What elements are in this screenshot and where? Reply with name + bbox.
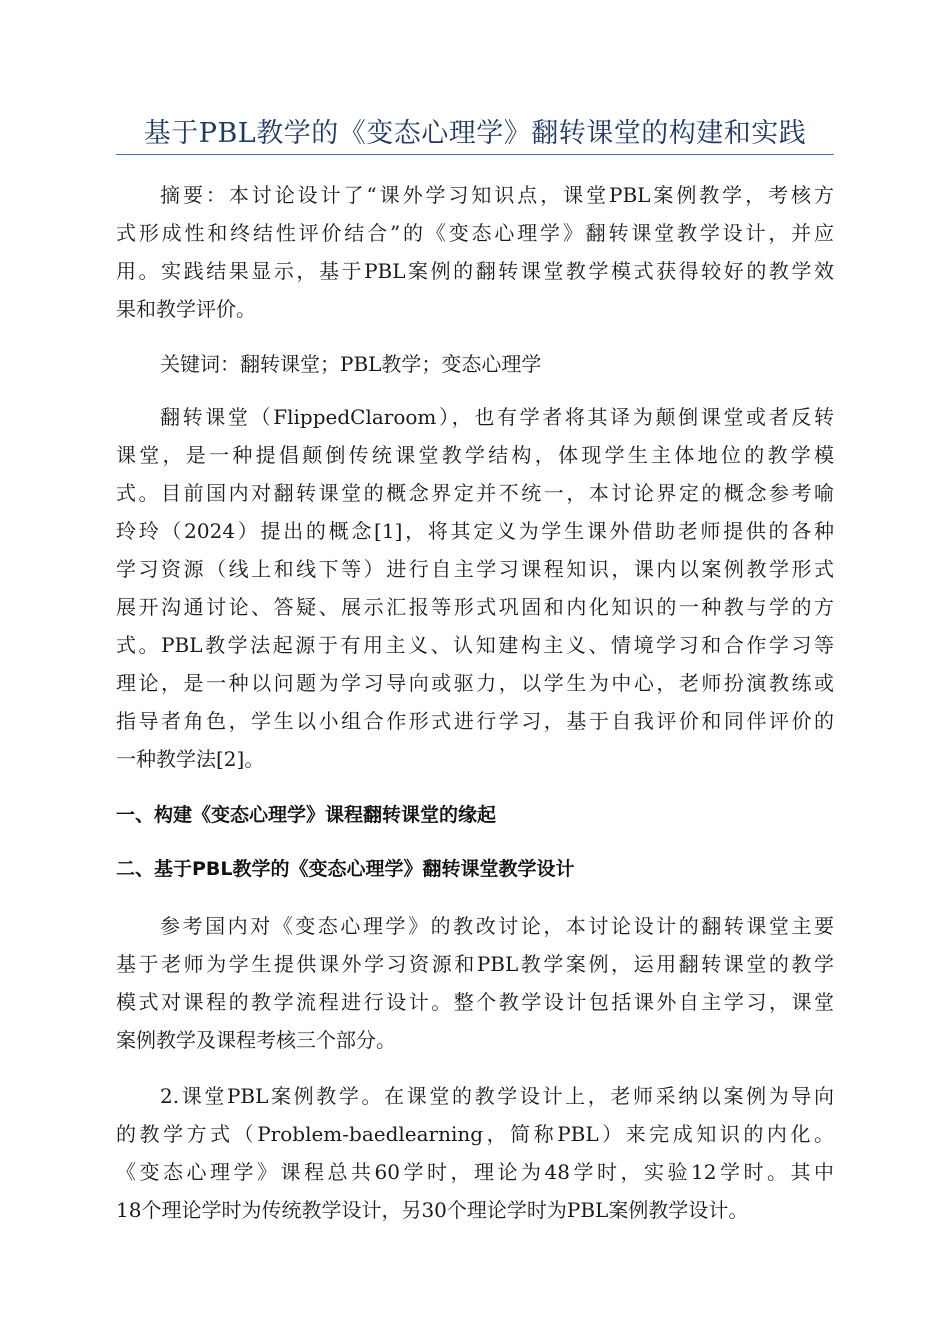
abstract-line: 用。实践结果显示，基于PBL案例的翻转课堂教学模式获得较好的教学效 bbox=[116, 259, 834, 283]
section2-item2-line: 18个理论学时为传统教学设计，另30个理论学时为PBL案例教学设计。 bbox=[116, 1198, 749, 1222]
intro-paragraph bbox=[116, 398, 834, 778]
intro-line: 指导者角色，学生以小组合作形式进行学习，基于自我评价和同伴评价的 bbox=[116, 709, 834, 733]
abstract-paragraph bbox=[116, 176, 834, 328]
intro-line: 翻转课堂（FlippedClaroom），也有学者将其译为颠倒课堂或者反转 bbox=[160, 405, 834, 429]
intro-line: 课堂，是一种提倡颠倒传统课堂教学结构，体现学生主体地位的教学模 bbox=[116, 443, 834, 467]
intro-line: 式。PBL教学法起源于有用主义、认知建构主义、情境学习和合作学习等 bbox=[116, 633, 834, 657]
intro-line: 玲玲（2024）提出的概念[1]，将其定义为学生课外借助老师提供的各种 bbox=[116, 519, 834, 543]
section2-item2-paragraph bbox=[116, 1077, 834, 1229]
document-title: 基于PBL教学的《变态心理学》翻转课堂的构建和实践 bbox=[143, 118, 807, 149]
intro-line: 展开沟通讨论、答疑、展示汇报等形式巩固和内化知识的一种教与学的方 bbox=[116, 595, 834, 619]
keywords-line: 关键词：翻转课堂；PBL教学；变态心理学 bbox=[160, 352, 542, 376]
abstract-line: 果和教学评价。 bbox=[116, 297, 256, 321]
abstract-line: 式形成性和终结性评价结合”的《变态心理学》翻转课堂教学设计，并应 bbox=[116, 221, 834, 245]
intro-line: 一种教学法[2]。 bbox=[116, 747, 265, 771]
section-heading-1: 一、构建《变态心理学》课程翻转课堂的缘起 bbox=[116, 804, 497, 826]
intro-line: 学习资源（线上和线下等）进行自主学习课程知识，课内以案例教学形式 bbox=[116, 557, 834, 581]
section-heading-2: 二、基于PBL教学的《变态心理学》翻转课堂教学设计 bbox=[116, 858, 575, 880]
title-underline bbox=[116, 154, 834, 155]
section2-item2-line: 《变态心理学》课程总共60学时，理论为48学时，实验12学时。其中 bbox=[116, 1160, 834, 1184]
section2-item2-line: 2.课堂PBL案例教学。在课堂的教学设计上，老师采纳以案例为导向 bbox=[160, 1084, 834, 1108]
section2-line: 案例教学及课程考核三个部分。 bbox=[116, 1028, 396, 1052]
intro-line: 理论，是一种以问题为学习导向或驱力，以学生为中心，老师扮演教练或 bbox=[116, 671, 834, 695]
intro-line: 式。目前国内对翻转课堂的概念界定并不统一，本讨论界定的概念参考喻 bbox=[116, 481, 834, 505]
section2-line: 参考国内对《变态心理学》的教改讨论，本讨论设计的翻转课堂主要 bbox=[160, 914, 834, 938]
section2-item2-line: 的教学方式（Problem-baedlearning，简称PBL）来完成知识的内化。 bbox=[116, 1122, 834, 1146]
abstract-line: 摘要：本讨论设计了“课外学习知识点，课堂PBL案例教学，考核方 bbox=[160, 183, 834, 207]
section2-line: 模式对课程的教学流程进行设计。整个教学设计包括课外自主学习，课堂 bbox=[116, 990, 834, 1014]
keywords-paragraph bbox=[116, 345, 834, 383]
section2-paragraph bbox=[116, 907, 834, 1059]
section2-line: 基于老师为学生提供课外学习资源和PBL教学案例，运用翻转课堂的教学 bbox=[116, 952, 834, 976]
